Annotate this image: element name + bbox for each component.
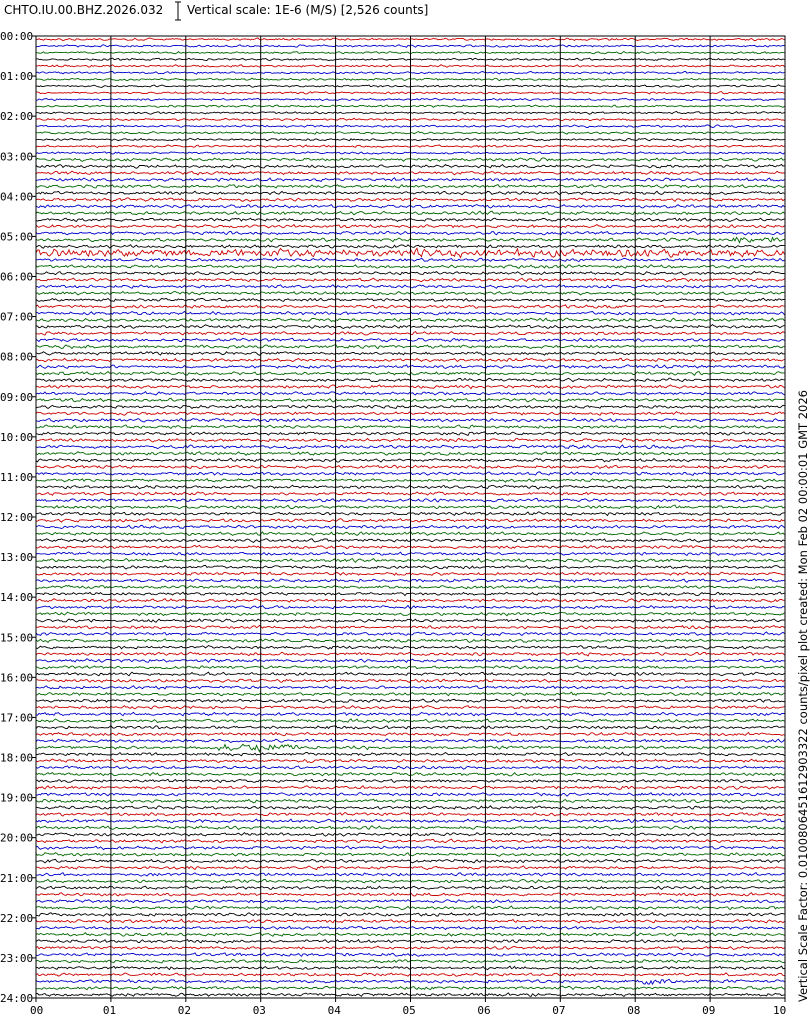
y-tick-label: 19:00: [0, 791, 34, 805]
y-tick-label: 00:00: [0, 30, 34, 43]
y-tick-label: 18:00: [0, 751, 34, 765]
y-tick-label: 05:00: [0, 230, 34, 244]
y-tick-label: 20:00: [0, 831, 34, 845]
x-tick-label: 04: [327, 1004, 341, 1017]
y-tick-label: 17:00: [0, 711, 34, 725]
x-tick-label: 02: [177, 1004, 192, 1017]
y-tick-label: 10:00: [0, 430, 34, 444]
y-tick-label: 02:00: [0, 110, 34, 124]
station-title: CHTO.IU.00.BHZ.2026.032: [4, 3, 164, 17]
x-tick-label: 10: [773, 1004, 787, 1017]
y-tick-label: 09:00: [0, 390, 34, 404]
y-tick-label: 16:00: [0, 671, 34, 685]
vertical-footnote: Vertical Scale Factor: 0.0100806451612903322 counts/pixel plot created: Mon Feb 02 00:00:01 GMT 2026: [796, 390, 810, 1002]
x-tick-label: 03: [252, 1004, 266, 1017]
x-tick-label: 09: [702, 1004, 716, 1017]
y-tick-label: 06:00: [0, 270, 34, 284]
y-tick-label: 11:00: [0, 470, 34, 484]
axes-layer: [0, 30, 786, 1017]
y-tick-label: 12:00: [0, 511, 34, 524]
y-tick-label: 21:00: [0, 871, 34, 885]
y-tick-label: 22:00: [0, 911, 34, 925]
x-tick-label: 06: [477, 1004, 491, 1017]
x-tick-label: 08: [627, 1004, 641, 1017]
x-tick-label: 01: [102, 1004, 117, 1017]
y-tick-label: 07:00: [0, 310, 34, 324]
y-tick-label: 08:00: [0, 350, 34, 364]
x-tick-label: 00: [30, 1004, 44, 1017]
scale-label: Vertical scale: 1E-6 (M/S) [2,526 counts]: [187, 3, 429, 17]
x-tick-label: 05: [402, 1004, 416, 1017]
y-tick-label: 15:00: [0, 631, 34, 645]
y-tick-label: 03:00: [0, 150, 34, 164]
y-tick-label: 23:00: [0, 951, 34, 965]
y-tick-label: 04:00: [0, 190, 34, 204]
y-tick-label: 13:00: [0, 551, 34, 565]
y-tick-label: 01:00: [0, 70, 34, 84]
y-tick-label: 24:00: [0, 992, 34, 1005]
y-tick-label: 14:00: [0, 591, 34, 605]
x-tick-label: 07: [552, 1004, 566, 1017]
